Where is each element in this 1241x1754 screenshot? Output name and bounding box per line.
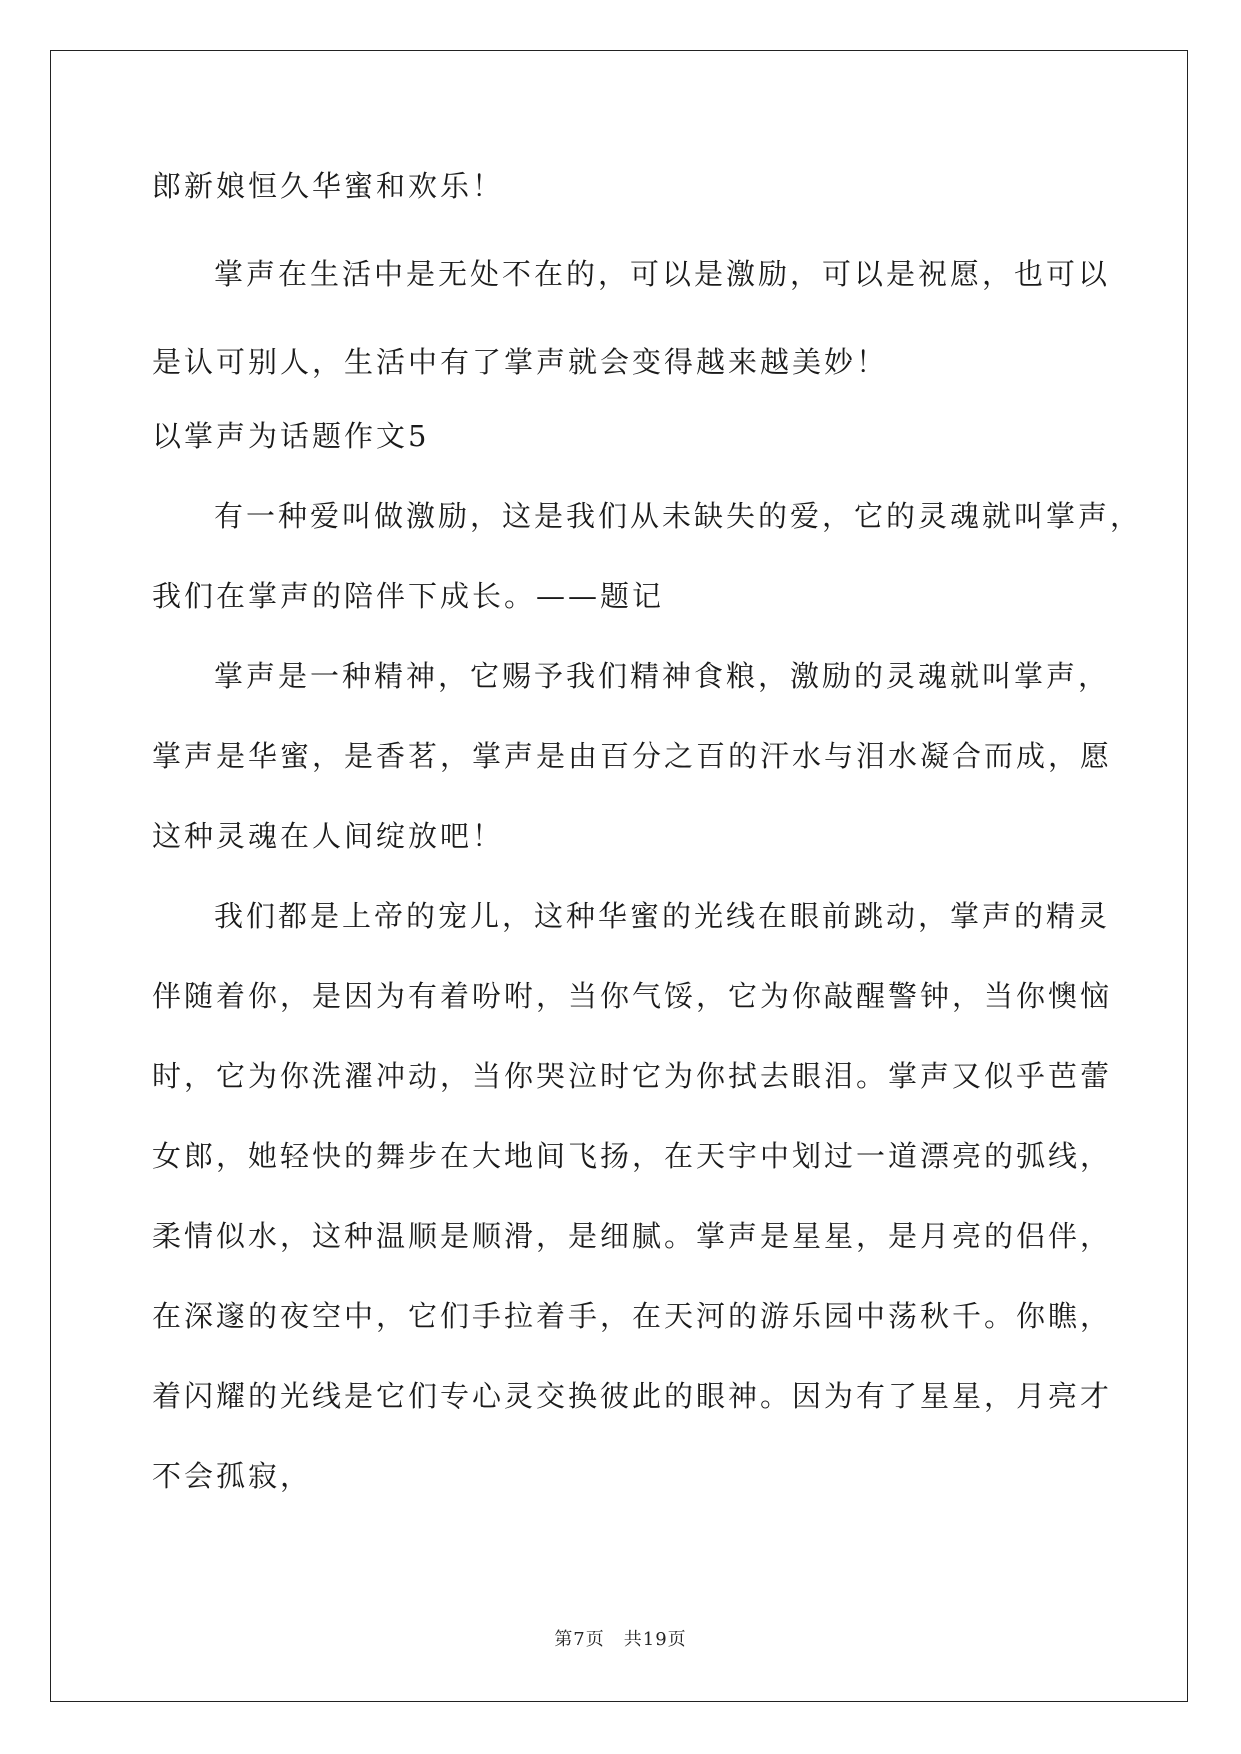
text-line: 女郎，她轻快的舞步在大地间飞扬，在天宇中划过一道漂亮的弧线，	[152, 1139, 1113, 1173]
text-line: 不会孤寂，	[152, 1459, 313, 1493]
text-line: 在深邃的夜空中，它们手拉着手，在天河的游乐园中荡秋千。你瞧，	[152, 1299, 1113, 1333]
text-line: 时，它为你洗濯冲动，当你哭泣时它为你拭去眼泪。掌声又似乎芭蕾	[152, 1059, 1113, 1093]
paragraph-line: 掌声是一种精神，它赐予我们精神食粮，激励的灵魂就叫掌声，	[214, 659, 1111, 693]
text-line: 掌声是华蜜，是香茗，掌声是由百分之百的汗水与泪水凝合而成，愿	[152, 739, 1113, 773]
text-line: 我们在掌声的陪伴下成长。——题记	[152, 579, 665, 613]
page-border	[50, 50, 1188, 1702]
paragraph-line: 有一种爱叫做激励，这是我们从未缺失的爱，它的灵魂就叫掌声，	[214, 499, 1143, 533]
text-line: 伴随着你，是因为有着吩咐，当你气馁，它为你敲醒警钟，当你懊恼	[152, 979, 1113, 1013]
text-line: 是认可别人，生活中有了掌声就会变得越来越美妙！	[152, 345, 889, 379]
text-line: 柔情似水，这种温顺是顺滑，是细腻。掌声是星星，是月亮的侣伴，	[152, 1219, 1113, 1253]
text-line: 这种灵魂在人间绽放吧！	[152, 819, 505, 853]
paragraph-line: 我们都是上帝的宠儿，这种华蜜的光线在眼前跳动，掌声的精灵	[214, 899, 1111, 933]
paragraph-line: 掌声在生活中是无处不在的，可以是激励，可以是祝愿，也可以	[214, 257, 1111, 291]
text-line: 郎新娘恒久华蜜和欢乐！	[152, 169, 505, 203]
text-line: 着闪耀的光线是它们专心灵交换彼此的眼神。因为有了星星，月亮才	[152, 1379, 1113, 1413]
page-number-footer: 第7页 共19页	[554, 1629, 687, 1650]
section-heading: 以掌声为话题作文5	[152, 419, 430, 453]
